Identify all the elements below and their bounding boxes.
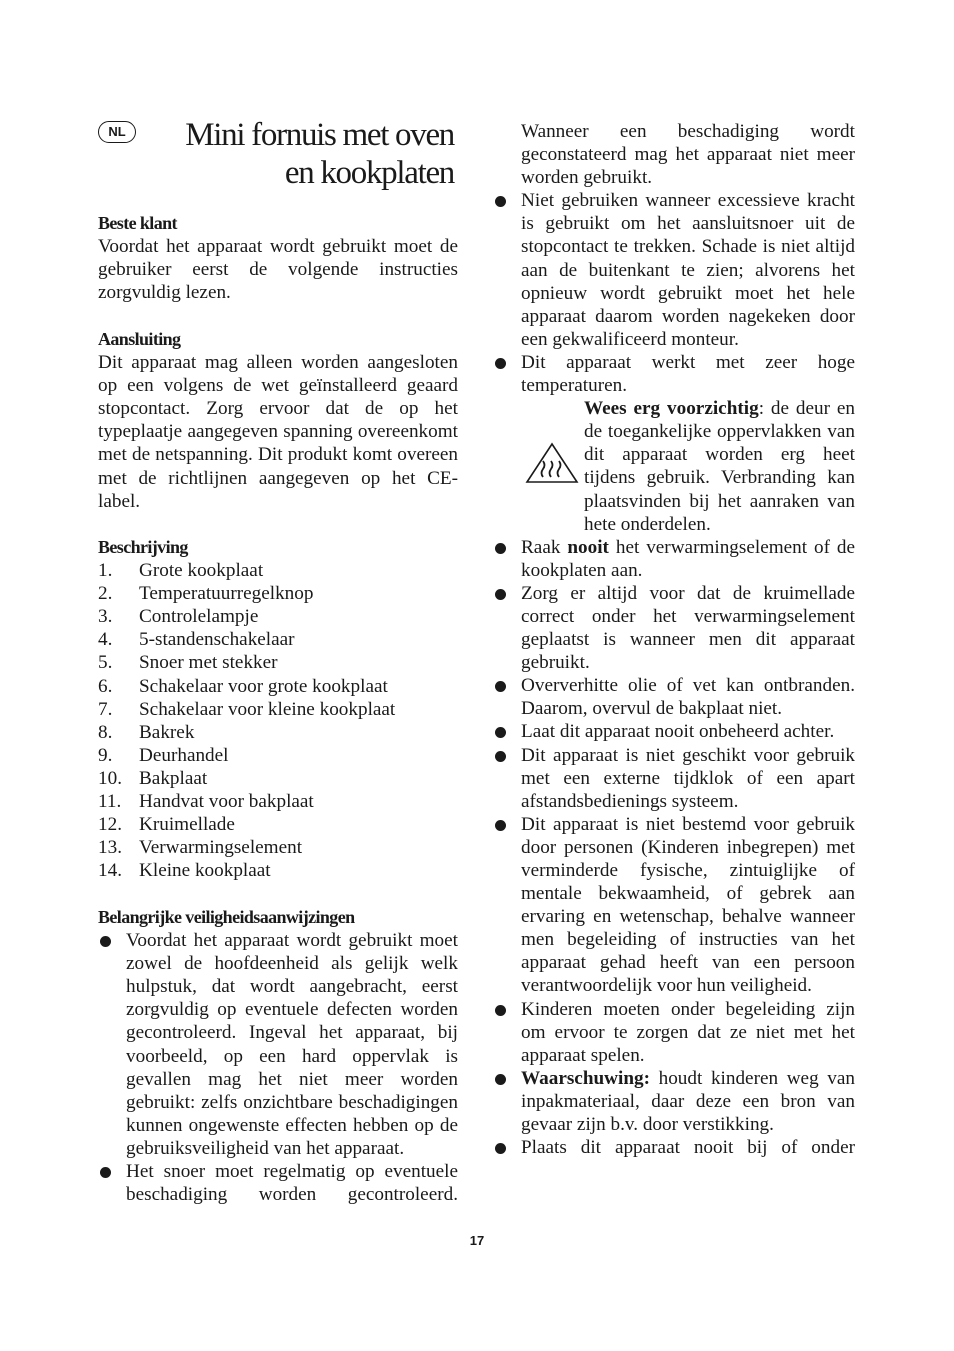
bullet-icon	[495, 358, 506, 369]
language-badge: NL	[98, 121, 136, 143]
list-item: 4. 5-standenschakelaar	[98, 629, 295, 651]
bullet-icon	[495, 1074, 506, 1085]
safety-heading: Belangrijke veiligheidsaanwijzingen	[98, 907, 355, 927]
hot-surface-warning	[493, 397, 855, 536]
list-item: Oververhitte olie of vet kan ontbranden. Daarom, overvul de bakplaat niet.	[493, 674, 855, 720]
list-item: 8. Bakrek	[98, 721, 195, 743]
bullet-icon	[495, 1143, 506, 1154]
intro-text: Voordat het apparaat wordt gebruikt moet de gebruiker eerst de volgende instructies zorgvuldig lezen.	[98, 236, 458, 304]
description-heading: Beschrijving	[98, 537, 188, 557]
list-item: Dit apparaat is niet bestemd voor gebruik door personen (Kinderen inbegrepen) met verminderde fysische, zintuiglijke of mentale bekwaamheid, of gebrek aan ervaring en wetenschap, behalve wanneer men begeleiding of instructies van het apparaat gehad heeft van een persoon verantwoordelijk voor hun veiligheid.	[493, 813, 855, 998]
list-item: Plaats dit apparaat nooit bij of onder	[493, 1136, 855, 1159]
right-column	[493, 120, 855, 1159]
title-line-1: Mini fornuis met oven	[185, 117, 454, 153]
intro-heading: Beste klant	[98, 213, 177, 233]
bullet-icon	[495, 751, 506, 762]
list-item: 7. Schakelaar voor kleine kookplaat	[98, 698, 396, 720]
list-item: Waarschuwing: houdt kinderen weg van inpakmateriaal, daar deze een bron van gevaar zijn b.v. door verstikking.	[493, 1067, 855, 1136]
description-section	[98, 536, 458, 882]
intro-section	[98, 212, 458, 304]
bullet-icon	[495, 727, 506, 738]
bullet-icon	[495, 543, 506, 554]
continuation-text: Wanneer een beschadiging wordt geconstateerd mag het apparaat niet meer worden gebruikt.	[521, 121, 855, 189]
list-item: Niet gebruiken wanneer excessieve kracht is gebruikt om het aansluitsnoer uit de stopcontact te trekken. Schade is niet altijd aan de buitenkant te zien; alvorens het opnieuw wordt gebruikt moet het hele apparaat daarom worden nagekeken door een gekwalificeerd monteur.	[493, 189, 855, 351]
list-item: Het snoer moet regelmatig op eventuele beschadiging worden gecontroleerd.	[98, 1160, 458, 1206]
list-item: 6. Schakelaar voor grote kookplaat	[98, 675, 388, 697]
list-item: Laat dit apparaat nooit onbeheerd achter.	[493, 720, 855, 743]
list-item: Voordat het apparaat wordt gebruikt moet zowel de hoofdeenheid als gelijk welk hulpstuk, dat wordt aangebracht, eerst zorgvuldig op eventuele defecten worden gecontroleerd. Ingeval het apparaat, bij voorbeeld, op een hard oppervlak is gevallen mag het niet meer worden gebruikt: zelfs onzichtbare beschadigingen kunnen ongewenste effecten hebben op de gebruiksveiligheid van het apparaat.	[98, 929, 458, 1160]
parts-list	[98, 559, 458, 882]
bullet-icon	[495, 681, 506, 692]
warning-text: Wees erg voorzichtig: de deur en de toegankelijke oppervlakken van dit apparaat worden erg heet tijdens gebruik. Verbranding kan plaatsvinden bij het aanraken van hete onderdelen.	[584, 398, 855, 535]
list-item: 14. Kleine kookplaat	[98, 860, 271, 882]
list-item: 1. Grote kookplaat	[98, 560, 264, 582]
list-item: 12. Kruimellade	[98, 814, 235, 836]
list-item: 13. Verwarmingselement	[98, 837, 303, 859]
safety-list-left	[98, 929, 458, 1206]
title-line-2: en kookplaten	[284, 155, 454, 191]
list-item: Dit apparaat is niet geschikt voor gebruik met een externe tijdklok of een apart afstandsbedienings systeem.	[493, 744, 855, 813]
list-item: 2. Temperatuurregelknop	[98, 583, 314, 605]
bullet-icon	[100, 936, 111, 947]
safety-list-right-2	[493, 536, 855, 1160]
list-item: 9. Deurhandel	[98, 744, 229, 766]
connection-section	[98, 328, 458, 513]
hot-surface-warning-icon	[524, 441, 580, 485]
page-number: 17	[469, 1233, 485, 1248]
list-item: Dit apparaat werkt met zeer hoge temperaturen.	[493, 351, 855, 397]
list-item: 10. Bakplaat	[98, 767, 208, 789]
bullet-icon	[495, 196, 506, 207]
bullet-icon	[495, 1005, 506, 1016]
connection-text: Dit apparaat mag alleen worden aangesloten op een volgens de wet geïnstalleerd geaard stopcontact. Zorg ervoor dat de op het typeplaatje aangegeven spanning overeenkomt met de netspanning. Dit produkt komt overeen met de richtlijnen aangegeven op het CE-label.	[98, 352, 458, 512]
safety-section	[98, 906, 458, 1206]
list-item: 3. Controlelampje	[98, 606, 259, 628]
list-item: Zorg er altijd voor dat de kruimellade correct onder het verwarmingselement geplaatst is wanneer men dit apparaat gebruikt.	[493, 582, 855, 674]
page-title	[150, 116, 454, 192]
list-item: 11. Handvat voor bakplaat	[98, 791, 314, 813]
safety-list-right	[493, 189, 855, 397]
list-item: 5. Snoer met stekker	[98, 652, 278, 674]
list-item: Raak nooit het verwarmingselement of de kookplaten aan.	[493, 536, 855, 582]
connection-heading: Aansluiting	[98, 329, 181, 349]
bullet-icon	[495, 589, 506, 600]
bullet-icon	[100, 1167, 111, 1178]
list-item: Kinderen moeten onder begeleiding zijn om ervoor te zorgen dat ze niet met het apparaat spelen.	[493, 998, 855, 1067]
bullet-icon	[495, 820, 506, 831]
